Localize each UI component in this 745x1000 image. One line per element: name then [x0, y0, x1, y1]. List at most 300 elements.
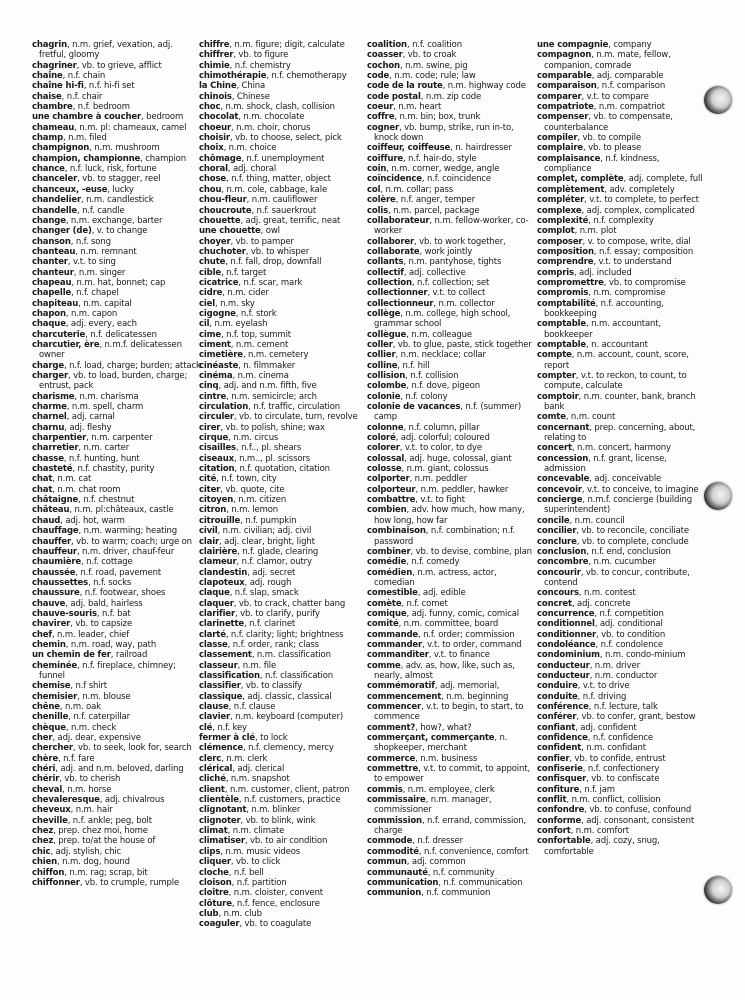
entry-headword: collègue	[367, 329, 407, 340]
entry-headword: commis	[367, 784, 403, 795]
entry-headword: fermer à clé	[199, 733, 256, 744]
entry-definition: , n.f. comedy	[406, 557, 460, 568]
dictionary-entry	[537, 40, 705, 50]
dictionary-entry	[32, 61, 202, 71]
entry-definition: , n.f. errand, commission, charge	[374, 815, 527, 837]
entry-headword: clips	[199, 846, 221, 857]
entry-definition: , n.f. cottage	[81, 557, 133, 568]
entry-definition: , n.m. club	[218, 908, 262, 919]
entry-headword: conférence	[537, 702, 589, 712]
entry-definition: , n.m. eyelash	[209, 319, 268, 330]
dictionary-column-4	[537, 40, 705, 857]
dictionary-entry	[32, 702, 202, 712]
entry-definition: , n.f. customers, practice	[238, 795, 341, 806]
dictionary-entry	[199, 630, 369, 640]
entry-definition: , n.m. committee, board	[398, 619, 499, 630]
dictionary-entry	[32, 195, 202, 205]
entry-definition: , n.m. snapshot	[225, 774, 290, 785]
dictionary-entry	[199, 361, 369, 371]
entry-definition: , n.m.f. delicatessen owner	[39, 339, 182, 361]
dictionary-entry	[199, 92, 369, 102]
entry-headword: chauve	[32, 598, 66, 609]
dictionary-entry	[32, 547, 202, 557]
entry-definition: , v.t. to understand	[593, 257, 672, 268]
entry-headword: classique	[199, 691, 243, 702]
entry-definition: , n.f. target	[220, 267, 267, 278]
entry-definition: , vb. to polish, shine; wax	[220, 422, 325, 433]
entry-definition: , vb. to capsize	[70, 619, 133, 630]
entry-definition: , n.f. hair-do, style	[403, 153, 477, 164]
entry-headword: comparer	[537, 91, 582, 102]
dictionary-entry	[537, 371, 705, 392]
entry-definition: , n.m. peddler	[409, 474, 468, 485]
entry-definition: , n.m. mate, fellow, companion, comrade	[544, 50, 671, 71]
entry-headword: colporter	[367, 474, 410, 485]
entry-headword: la Chine	[199, 81, 237, 92]
dictionary-entry	[367, 795, 537, 816]
dictionary-entry	[537, 237, 705, 247]
dictionary-entry	[199, 40, 369, 50]
entry-definition: , n.f. end, conclusion	[586, 546, 671, 557]
dictionary-entry	[32, 423, 202, 433]
entry-definition: , n.m. warming; heating	[78, 526, 178, 537]
entry-definition: , vb. to confide, entrust	[569, 753, 666, 764]
entry-headword: coalition	[367, 40, 407, 50]
entry-headword: comptable	[537, 339, 587, 350]
entry-headword: comte	[537, 412, 566, 423]
entry-definition: , n.m. giant, colossus	[401, 464, 489, 475]
entry-definition: , n.f. condolence	[595, 639, 663, 650]
entry-headword: collection	[367, 277, 412, 288]
entry-definition: , n.f. communication	[438, 877, 523, 888]
entry-headword: chenille	[32, 712, 69, 723]
entry-definition: , China	[236, 81, 266, 92]
dictionary-entry	[32, 299, 202, 309]
entry-definition: , vb. to click	[230, 857, 281, 868]
dictionary-entry	[32, 247, 202, 257]
entry-definition: , n.m. charisma	[74, 391, 139, 402]
entry-definition: , n.f. bell	[228, 867, 264, 878]
entry-headword: colorer	[367, 443, 400, 454]
entry-headword: choucroute	[199, 205, 252, 216]
entry-definition: , adj. rough	[244, 577, 292, 588]
entry-definition: , adj. complex, complicated	[581, 205, 695, 216]
entry-definition: , n.m. cemetery	[242, 350, 309, 361]
dictionary-entry	[537, 743, 705, 753]
dictionary-entry	[537, 495, 705, 516]
entry-headword: collectionner	[367, 288, 428, 299]
entry-headword: chou	[199, 184, 222, 195]
dictionary-entry	[367, 61, 537, 71]
dictionary-entry	[32, 464, 202, 474]
entry-definition: , adj. conditional	[594, 619, 663, 630]
entry-definition: , v.t. to drive	[577, 681, 630, 692]
entry-headword: cigogne	[199, 308, 236, 319]
dictionary-entry	[199, 516, 369, 526]
entry-headword: complexe	[537, 205, 582, 216]
entry-definition: , n.f. essay; composition	[593, 246, 694, 257]
entry-headword: clignoter	[199, 815, 241, 826]
dictionary-entry	[367, 257, 537, 267]
dictionary-entry	[367, 723, 537, 733]
entry-definition: , n.f. collision	[405, 371, 459, 381]
dictionary-entry	[367, 485, 537, 495]
entry-definition: , n.f. footwear, shoes	[79, 588, 166, 599]
entry-definition: , vb. to please	[583, 143, 642, 154]
entry-definition: , n.m. swine, pig	[399, 60, 468, 71]
entry-headword: cinéma	[199, 371, 233, 381]
entry-headword: chemisier	[32, 691, 78, 702]
dictionary-entry	[537, 71, 705, 81]
entry-definition: , v. to change	[91, 226, 148, 237]
entry-definition: , n.f. ankle; peg, bolt	[67, 815, 152, 826]
entry-definition: , n.m. keyboard (computer)	[230, 712, 344, 723]
entry-definition: , n.m. account, count, score, report	[544, 350, 689, 371]
dictionary-entry	[537, 537, 705, 547]
dictionary-entry	[32, 795, 202, 805]
entry-headword: claquer	[199, 598, 234, 609]
dictionary-entry	[537, 619, 705, 629]
entry-definition: , n.f. collection; set	[411, 277, 490, 288]
dictionary-entry	[199, 206, 369, 216]
entry-definition: , n.f. fare	[58, 753, 95, 764]
entry-headword: classe	[199, 639, 228, 650]
dictionary-entry	[199, 392, 369, 402]
entry-definition: , railroad	[110, 650, 148, 661]
entry-definition: , n.m. condo-minium	[599, 650, 686, 661]
dictionary-entry	[537, 836, 705, 857]
dictionary-entry	[32, 588, 202, 598]
entry-headword: commerce	[367, 753, 416, 764]
dictionary-entry	[199, 288, 369, 298]
entry-definition: , n.f. community	[427, 867, 495, 878]
entry-headword: compromis	[537, 288, 589, 299]
entry-definition: , n.m. concert, harmony	[571, 443, 671, 454]
entry-definition: , n.m. heart	[393, 102, 442, 113]
dictionary-entry	[537, 474, 705, 484]
dictionary-entry	[367, 868, 537, 878]
entry-headword: colporteur	[367, 484, 416, 495]
entry-definition: , n. filmmaker	[238, 360, 296, 371]
dictionary-entry	[537, 733, 705, 743]
dictionary-entry	[199, 495, 369, 505]
entry-definition: , adv. completely	[604, 184, 675, 195]
entry-definition: , n.m. circus	[228, 433, 279, 444]
entry-definition: , adj. dear, expensive	[52, 733, 141, 744]
entry-definition: , prep. to/at the house of	[53, 836, 156, 847]
dictionary-entry	[199, 174, 369, 184]
dictionary-entry	[32, 578, 202, 588]
dictionary-entry	[32, 847, 202, 857]
dictionary-entry	[367, 847, 537, 857]
entry-definition: , n.f. road, pavement	[75, 567, 162, 578]
entry-definition: , n.m. chat room	[52, 484, 121, 495]
dictionary-entry	[367, 733, 537, 754]
entry-headword: concession	[537, 453, 589, 464]
dictionary-entry	[537, 723, 705, 733]
entry-headword: chute	[199, 257, 226, 268]
entry-headword: coiffure	[367, 153, 403, 164]
dictionary-entry	[537, 143, 705, 153]
entry-headword: chouette	[199, 215, 241, 226]
entry-headword: combinaison	[367, 526, 426, 537]
entry-headword: chaussée	[32, 567, 76, 578]
dictionary-entry	[537, 350, 705, 371]
entry-headword: compter	[537, 371, 576, 381]
dictionary-entry	[199, 371, 369, 381]
entry-headword: ciel	[199, 298, 216, 309]
entry-headword: colonie de vacances	[367, 402, 461, 413]
entry-headword: compatriote	[537, 102, 594, 113]
dictionary-entry	[32, 402, 202, 412]
entry-headword: conférer	[537, 712, 577, 723]
entry-definition: , vb. to compile	[577, 133, 641, 144]
entry-headword: cité	[199, 474, 217, 485]
entry-definition: , vb. to classify	[240, 681, 303, 692]
entry-definition: , n.f. chemistry	[229, 60, 291, 71]
entry-headword: château	[32, 505, 70, 516]
entry-definition: , adj. consonant, consistent	[581, 815, 695, 826]
entry-headword: comment?	[367, 722, 416, 733]
entry-definition: , adj. fleshy	[64, 422, 112, 433]
entry-headword: concret	[537, 598, 572, 609]
entry-definition: , adj. clear, bright, light	[219, 536, 315, 547]
entry-definition: , n.f. key	[212, 722, 247, 733]
entry-definition: , vb. to coagulate	[239, 919, 312, 930]
entry-headword: chauffeur	[32, 546, 77, 557]
entry-headword: conforme	[537, 815, 582, 826]
dictionary-entry	[199, 619, 369, 629]
entry-headword: commode	[367, 836, 413, 847]
dictionary-entry	[367, 268, 537, 278]
entry-headword: chaîne hi-fi	[32, 81, 84, 92]
entry-headword: chéri	[32, 764, 56, 775]
entry-definition: , n.m. collar; pass	[380, 184, 453, 195]
entry-headword: citer	[199, 484, 221, 495]
dictionary-entry	[32, 433, 202, 443]
dictionary-entry	[367, 692, 537, 702]
entry-headword: cheval	[32, 784, 63, 795]
dictionary-entry	[537, 568, 705, 589]
entry-headword: commission	[367, 815, 422, 826]
entry-definition: , how?, what?	[415, 722, 472, 733]
entry-definition: , Chinese	[231, 91, 270, 102]
entry-headword: confident	[537, 743, 582, 754]
entry-definition: , n.m. cole, cabbage, kale	[221, 184, 328, 195]
entry-definition: , adj. edible	[417, 588, 466, 599]
entry-headword: colossal	[367, 453, 405, 464]
entry-headword: confiant	[537, 722, 576, 733]
entry-definition: , adj. collective	[403, 267, 466, 278]
entry-headword: colonie	[367, 391, 401, 402]
entry-definition: , n.f. dove, pigeon	[406, 381, 480, 392]
entry-headword: clavier	[199, 712, 231, 723]
dictionary-entry	[199, 888, 369, 898]
dictionary-entry	[32, 868, 202, 878]
entry-headword: commodité	[367, 846, 419, 857]
entry-headword: une chambre à coucher	[32, 112, 142, 123]
entry-definition: , n.f. clarinet	[244, 619, 296, 630]
entry-headword: combattre	[367, 495, 416, 506]
entry-definition: , n.m. mushroom	[89, 143, 160, 154]
dictionary-entry	[32, 805, 202, 815]
dictionary-entry	[367, 464, 537, 474]
entry-headword: ciment	[199, 339, 231, 350]
dictionary-entry	[199, 733, 369, 743]
entry-headword: composer	[537, 236, 583, 247]
entry-headword: concours	[537, 588, 579, 599]
dictionary-entry	[537, 712, 705, 722]
dictionary-entry	[367, 185, 537, 195]
dictionary-entry	[537, 805, 705, 815]
entry-headword: complaire	[537, 143, 583, 154]
entry-headword: clarinette	[199, 619, 245, 630]
entry-headword: climatiser	[199, 836, 245, 847]
entry-headword: chez	[32, 836, 54, 847]
dictionary-entry	[537, 588, 705, 598]
entry-headword: clairière	[199, 546, 238, 557]
entry-headword: chagrin	[32, 40, 68, 50]
dictionary-entry	[32, 361, 202, 371]
dictionary-entry	[367, 402, 537, 423]
entry-definition: , n.m. cement	[230, 339, 289, 350]
dictionary-entry	[32, 630, 202, 640]
entry-definition: , n.m. parcel, package	[388, 205, 480, 216]
entry-definition: , v.t. to begin, to start, to commence	[374, 702, 524, 723]
entry-headword: clignotant	[199, 805, 247, 816]
dictionary-entry	[32, 237, 202, 247]
entry-headword: conflit	[537, 795, 567, 806]
dictionary-entry	[199, 423, 369, 433]
dictionary-entry	[32, 81, 202, 91]
entry-headword: clapoteux	[199, 577, 245, 588]
entry-headword: chagriner	[32, 60, 77, 71]
entry-definition: , n.m. hair	[70, 805, 113, 816]
entry-definition: , n.f. scar, mark	[238, 277, 303, 288]
entry-headword: chemin	[32, 639, 66, 650]
entry-headword: chien	[32, 857, 58, 868]
entry-definition: , adj. carnal	[66, 412, 115, 423]
dictionary-entry	[199, 195, 369, 205]
entry-headword: code de la route	[367, 81, 443, 92]
dictionary-entry	[199, 350, 369, 360]
entry-headword: chimie	[199, 60, 230, 71]
entry-definition: , n.m. singer	[73, 267, 126, 278]
entry-definition: , n.m. employee, clerk	[402, 784, 495, 795]
entry-definition: , vb. to circulate, turn, revolve	[233, 412, 358, 423]
entry-definition: , n.f. communion	[421, 888, 491, 899]
dictionary-entry	[367, 174, 537, 184]
dictionary-entry	[367, 81, 537, 91]
entry-definition: , vb. to condition	[596, 629, 666, 640]
entry-definition: , n.m. counter, bank, branch bank	[544, 391, 696, 413]
entry-definition: , n.m. confidant	[581, 743, 646, 754]
entry-headword: cloche	[199, 867, 229, 878]
entry-definition: , n.f. clamor, outry	[236, 557, 312, 568]
entry-definition: , n.m. climate	[227, 826, 285, 837]
dictionary-entry	[32, 92, 202, 102]
entry-headword: chercher	[32, 743, 73, 754]
entry-headword: collants	[367, 257, 404, 268]
dictionary-entry	[199, 402, 369, 412]
entry-definition: , n.m. plot	[574, 226, 617, 237]
dictionary-entry	[367, 650, 537, 660]
entry-headword: coffre	[367, 112, 395, 123]
entry-headword: colombe	[367, 381, 407, 392]
entry-definition: , vb. to devise, combine, plan	[410, 546, 532, 557]
dictionary-entry	[537, 826, 705, 836]
entry-definition: , adj. funny, comic, comical	[406, 608, 520, 619]
dictionary-entry	[199, 71, 369, 81]
entry-headword: collège	[367, 308, 401, 319]
dictionary-entry	[199, 754, 369, 764]
dictionary-entry	[537, 526, 705, 536]
entry-definition: , vb. to concur, contribute, contend	[544, 567, 690, 588]
entry-definition: , n.f. chestnut	[78, 495, 135, 506]
entry-headword: choral	[199, 164, 228, 175]
dictionary-entry	[367, 123, 537, 144]
dictionary-entry	[32, 112, 202, 122]
entry-headword: collaborer	[367, 236, 415, 247]
dictionary-entry	[32, 392, 202, 402]
entry-headword: compris	[537, 267, 574, 278]
entry-headword: conducteur	[537, 670, 590, 681]
dictionary-entry	[537, 754, 705, 764]
entry-headword: charnel	[32, 412, 67, 423]
entry-headword: chaud	[32, 515, 61, 526]
entry-headword: chêne	[32, 702, 60, 712]
entry-definition: , adj. chivalrous	[99, 795, 165, 806]
entry-headword: cicatrice	[199, 277, 239, 288]
entry-headword: chat	[32, 474, 53, 485]
dictionary-entry	[32, 340, 202, 361]
entry-definition: , vb. to figure	[233, 50, 289, 61]
entry-headword: chuchoter	[199, 246, 246, 257]
dictionary-entry	[367, 164, 537, 174]
entry-definition: , n.m. comfort	[570, 826, 629, 837]
dictionary-entry	[367, 599, 537, 609]
entry-headword: comète	[367, 598, 402, 609]
dictionary-entry	[367, 764, 537, 785]
dictionary-entry	[537, 268, 705, 278]
dictionary-entry	[537, 154, 705, 175]
entry-headword: combien	[367, 505, 407, 516]
entry-definition: , n.m. driver, chauf-feur	[76, 546, 175, 557]
entry-definition: , bedroom	[141, 112, 184, 123]
entry-definition: , n.m. peddler, hawker	[415, 484, 509, 495]
dictionary-entry	[537, 392, 705, 413]
entry-headword: commanditer	[367, 650, 429, 661]
entry-headword: chevaleresque	[32, 795, 100, 806]
entry-definition: , n.f. classification	[259, 670, 333, 681]
entry-definition: , n.f. convenience, comfort	[418, 846, 529, 857]
dictionary-entry	[199, 61, 369, 71]
entry-definition: , n.f. stork	[235, 308, 277, 319]
dictionary-entry	[199, 381, 369, 391]
entry-headword: champion, championne	[32, 153, 141, 164]
dictionary-entry	[367, 619, 537, 629]
entry-definition: , lucky	[107, 184, 134, 195]
entry-definition: , n.f. slap, smack	[229, 588, 299, 599]
entry-definition: , n.f. delicatessen	[85, 329, 157, 340]
dictionary-entry	[199, 919, 369, 929]
entry-definition: , vb. to confer, grant, bestow	[576, 712, 696, 723]
entry-headword: cogner	[367, 122, 400, 133]
entry-definition: , n.m. compatriot	[593, 102, 665, 113]
dictionary-entry	[199, 816, 369, 826]
entry-headword: une chouette	[199, 226, 261, 237]
entry-headword: compléter	[537, 195, 585, 206]
